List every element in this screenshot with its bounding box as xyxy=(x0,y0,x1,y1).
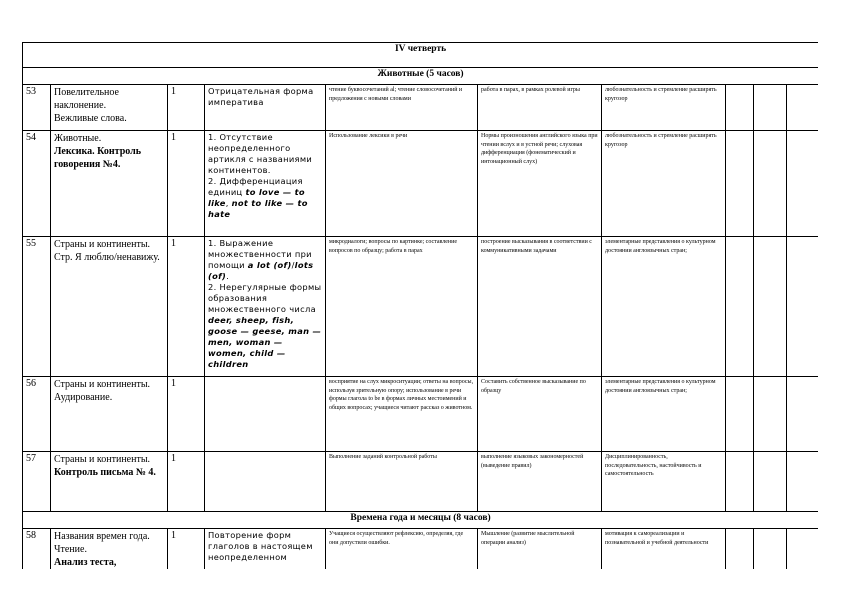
metasubject-cell: работа в парах, в рамках ролевой игры xyxy=(478,85,602,131)
lesson-number: 58 xyxy=(23,529,51,570)
metasubject-cell: построение высказывания в соответствии с коммуникативными задачами xyxy=(478,237,602,377)
empty-cell xyxy=(754,85,787,131)
grammar-point: 1. Выражение множественности при помощи a lot (of)/lots (of). xyxy=(208,238,314,281)
empty-cell xyxy=(726,131,754,237)
lesson-number: 55 xyxy=(23,237,51,377)
grammar-cell xyxy=(205,452,326,512)
table-row xyxy=(23,377,819,452)
grammar-cell xyxy=(205,377,326,452)
lesson-plan-table xyxy=(22,42,818,569)
topic-line: Названия времен года. Чтение. xyxy=(54,531,150,555)
table-row xyxy=(23,237,819,377)
lesson-topic xyxy=(51,529,168,570)
empty-cell xyxy=(726,377,754,452)
topic-line: Контроль письма № 4. xyxy=(54,467,156,478)
topic-line: Страны и континенты. xyxy=(54,454,151,465)
grammar-cell: Отрицательная форма императива xyxy=(205,85,326,131)
lesson-topic xyxy=(51,85,168,131)
section-title-animals: Животные (5 часов) xyxy=(23,68,819,85)
topic-line: Вежливые слова. xyxy=(54,113,127,124)
activities-cell: чтение буквосочетаний al; чтение словосочетаний и предложения с новыми словами xyxy=(326,85,478,131)
lesson-topic xyxy=(51,452,168,512)
empty-cell xyxy=(787,377,819,452)
table-row xyxy=(23,85,819,131)
table-row xyxy=(23,452,819,512)
topic-line: Лексика. Контроль говорения №4. xyxy=(54,146,142,170)
activities-cell: микродиалоги; вопросы по картинке; составление вопросов по образцу; работа в парах xyxy=(326,237,478,377)
empty-cell xyxy=(726,85,754,131)
lesson-hours: 1 xyxy=(168,377,205,452)
lesson-number: 53 xyxy=(23,85,51,131)
lesson-number: 54 xyxy=(23,131,51,237)
topic-line: Аудирование. xyxy=(54,392,113,403)
topic-line: Анализ теста, xyxy=(54,557,117,568)
empty-cell xyxy=(726,452,754,512)
empty-cell xyxy=(754,377,787,452)
lesson-topic: Страны и континенты. Стр. Я люблю/ненавижу. xyxy=(51,237,168,377)
activities-cell: Учащиеся осуществляют рефлексию, определяя, где они допустили ошибки. xyxy=(326,529,478,570)
personal-cell: любознательность и стремление расширять кругозор xyxy=(602,85,726,131)
grammar-cell xyxy=(205,237,326,377)
lesson-number: 57 xyxy=(23,452,51,512)
empty-cell xyxy=(754,452,787,512)
grammar-point: 1. Отсутствие неопределенного артикля с названиями континентов. xyxy=(208,132,313,175)
empty-cell xyxy=(787,452,819,512)
lesson-number: 56 xyxy=(23,377,51,452)
grammar-point: 2. Нерегулярные формы образования множественного числа deer, sheep, fish, goose — geese, man — men, woman — women, child — children xyxy=(208,282,322,369)
empty-cell xyxy=(754,529,787,570)
grammar-point: 2. Дифференциация единиц to love — to like, not to like — to hate xyxy=(208,176,308,219)
personal-cell: элементарные представления о культурном достоянии англоязычных стран; xyxy=(602,237,726,377)
personal-cell: Дисциплинированность, последовательность, настойчивость и самостоятельность xyxy=(602,452,726,512)
topic-line: Животные. xyxy=(54,133,102,144)
personal-cell: элементарные представления о культурном достоянии англоязычных стран; xyxy=(602,377,726,452)
grammar-cell: Повторение форм глаголов в настоящем неопределенном xyxy=(205,529,326,570)
lesson-topic xyxy=(51,131,168,237)
lesson-hours: 1 xyxy=(168,452,205,512)
table-row xyxy=(23,131,819,237)
metasubject-cell: выполнение языковых закономерностей (выведение правил) xyxy=(478,452,602,512)
activities-cell: Выполнение заданий контрольной работы xyxy=(326,452,478,512)
section-header-row xyxy=(23,68,819,85)
lesson-hours: 1 xyxy=(168,85,205,131)
grammar-cell xyxy=(205,131,326,237)
metasubject-cell: Мышление (развитие мыслительной операции анализ) xyxy=(478,529,602,570)
empty-cell xyxy=(787,529,819,570)
quarter-title: IV четверть xyxy=(23,43,819,68)
personal-cell: любознательность и стремление расширять кругозор xyxy=(602,131,726,237)
empty-cell xyxy=(754,131,787,237)
activities-cell: восприятие на слух микроситуации; ответы на вопросы, используя зрительную опору; использование в речи формы глагола to be в формах личных местоимений и общих вопросах; учащиеся читают рассказ о животном. xyxy=(326,377,478,452)
lesson-hours: 1 xyxy=(168,131,205,237)
topic-line: Повелительное наклонение. xyxy=(54,87,119,111)
section-title-seasons: Времена года и месяцы (8 часов) xyxy=(23,512,819,529)
empty-cell xyxy=(754,237,787,377)
metasubject-cell: Составить собственное высказывание по образцу xyxy=(478,377,602,452)
lesson-hours: 1 xyxy=(168,237,205,377)
activities-cell: Использование лексики в речи xyxy=(326,131,478,237)
lesson-topic xyxy=(51,377,168,452)
topic-line: Страны и континенты. xyxy=(54,379,151,390)
empty-cell xyxy=(726,237,754,377)
empty-cell xyxy=(787,237,819,377)
personal-cell: мотивация к самореализации и познавательной и учебной деятельности xyxy=(602,529,726,570)
quarter-header-row xyxy=(23,43,819,68)
metasubject-cell: Нормы произношения английского языка при чтении вслух и в устной речи; слуховая дифференциация (фонематический и интонационный слух) xyxy=(478,131,602,237)
table-row xyxy=(23,529,819,570)
lesson-hours: 1 xyxy=(168,529,205,570)
empty-cell xyxy=(787,131,819,237)
empty-cell xyxy=(787,85,819,131)
section-header-row xyxy=(23,512,819,529)
empty-cell xyxy=(726,529,754,570)
